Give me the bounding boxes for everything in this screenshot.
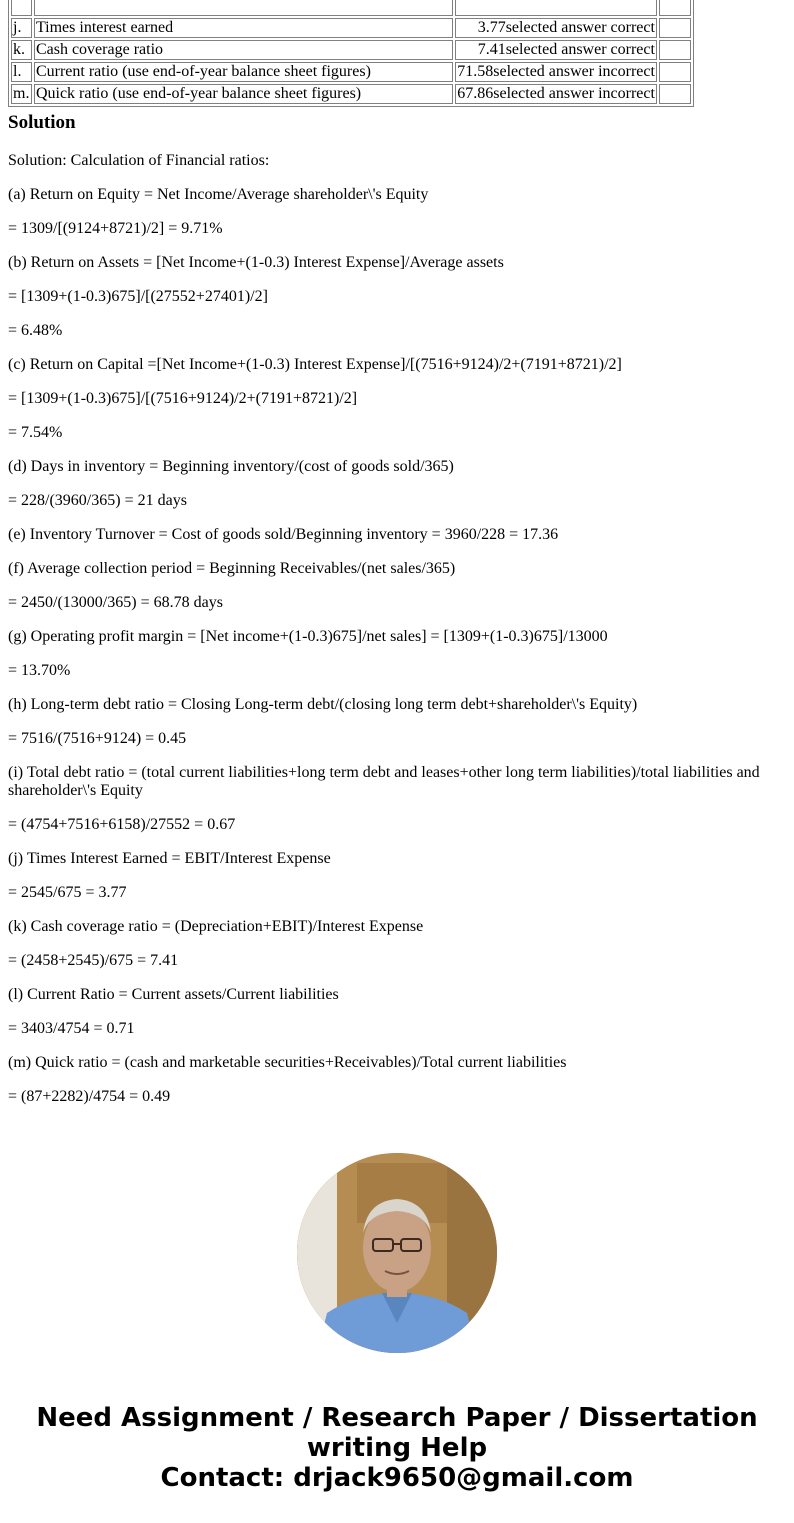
row-mark-cell [659,18,691,38]
solution-line: = (87+2282)/4754 = 0.49 [8,1088,171,1105]
table-row [11,40,691,60]
solution-line: (l) Current Ratio = Current assets/Current liabilities [8,986,339,1003]
promo-line-1: Need Assignment / Research Paper / Dissertation [36,1403,758,1433]
solution-line: (m) Quick ratio = (cash and marketable securities+Receivables)/Total current liabilities [8,1054,567,1071]
answer-value: 3.77 [477,19,506,36]
row-label [34,0,453,16]
row-label: Cash coverage ratio [34,40,453,60]
solution-line: = 2545/675 = 3.77 [8,884,127,901]
solution-line: = (4754+7516+6158)/27552 = 0.67 [8,816,236,833]
answer-value: 67.86 [457,85,494,102]
solution-line: = 13.70% [8,662,71,679]
solution-line: = 228/(3960/365) = 21 days [8,492,187,509]
row-answer [455,84,657,104]
row-mark-cell [659,62,691,82]
promo-contact[interactable]: Contact: drjack9650@gmail.com [160,1463,634,1493]
solution-line: (i) Total debt ratio = (total current liabilities+long term debt and leases+other long term liabilities)/total liabilities and shareholder\'s Equity [8,764,760,799]
table-row [11,18,691,38]
answer-status: selected answer incorrect [493,63,655,80]
promo-line-2: writing Help [306,1433,488,1463]
row-answer [455,18,657,38]
row-id: k. [11,40,32,60]
row-id: j. [11,18,32,38]
row-id: m. [11,84,32,104]
solution-line: = (2458+2545)/675 = 7.41 [8,952,179,969]
row-id: l. [11,62,32,82]
solution-line: = 2450/(13000/365) = 68.78 days [8,594,223,611]
solution-line: = [1309+(1-0.3)675]/[(7516+9124)/2+(7191+8721)/2] [8,390,358,407]
solution-line: (e) Inventory Turnover = Cost of goods sold/Beginning inventory = 3960/228 = 17.36 [8,526,559,543]
solution-line: (d) Days in inventory = Beginning inventory/(cost of goods sold/365) [8,458,454,475]
row-mark-cell [659,40,691,60]
author-avatar [297,1153,497,1353]
solution-line: (a) Return on Equity = Net Income/Average shareholder\'s Equity [8,186,429,203]
table-row [11,84,691,104]
answer-status: selected answer correct [505,41,655,58]
solution-section [8,112,786,1122]
solution-heading: Solution [8,112,76,133]
answer-status: selected answer incorrect [493,85,655,102]
author-portrait-icon [297,1153,497,1353]
solution-line: (b) Return on Assets = [Net Income+(1-0.3) Interest Expense]/Average assets [8,254,504,271]
solution-line: = 7516/(7516+9124) = 0.45 [8,730,187,747]
solution-line: = [1309+(1-0.3)675]/[(27552+27401)/2] [8,288,268,305]
solution-line: Solution: Calculation of Financial ratios: [8,152,270,169]
solution-line: (c) Return on Capital =[Net Income+(1-0.3) Interest Expense]/[(7516+9124)/2+(7191+8721)/2] [8,356,622,373]
row-label: Quick ratio (use end-of-year balance sheet figures) [34,84,453,104]
solution-line: (j) Times Interest Earned = EBIT/Interest Expense [8,850,331,867]
answer-value: 7.41 [477,41,506,58]
row-answer [455,0,657,16]
table-row [11,0,691,16]
answer-status: selected answer correct [505,19,655,36]
table-row [11,62,691,82]
solution-line: (h) Long-term debt ratio = Closing Long-term debt/(closing long term debt+shareholder\'s Equity) [8,696,638,713]
ratio-answer-table [8,0,694,107]
row-id [11,0,32,16]
row-mark-cell [659,84,691,104]
solution-line: (g) Operating profit margin = [Net income+(1-0.3)675]/net sales] = [1309+(1-0.3)675]/13000 [8,628,608,645]
row-answer [455,62,657,82]
solution-line: (f) Average collection period = Beginning Receivables/(net sales/365) [8,560,456,577]
solution-line: (k) Cash coverage ratio = (Depreciation+EBIT)/Interest Expense [8,918,424,935]
answer-value: 71.58 [457,63,494,80]
solution-body [8,152,786,1106]
solution-line: = 6.48% [8,322,63,339]
row-answer [455,40,657,60]
promo-banner [0,1403,794,1493]
solution-line: = 3403/4754 = 0.71 [8,1020,135,1037]
solution-line: = 7.54% [8,424,63,441]
solution-line: = 1309/[(9124+8721)/2] = 9.71% [8,220,223,237]
row-label: Times interest earned [34,18,453,38]
row-label: Current ratio (use end-of-year balance sheet figures) [34,62,453,82]
row-mark-cell [659,0,691,16]
